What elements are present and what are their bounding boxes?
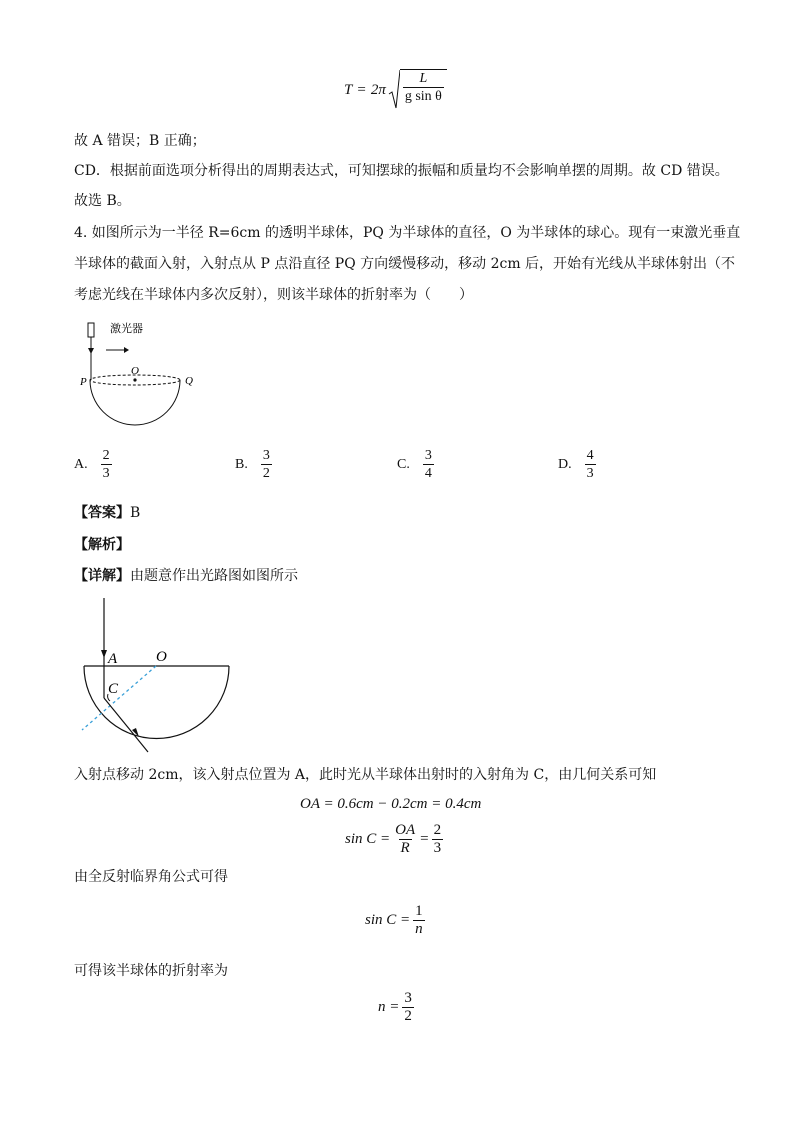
explain-line-2: 由全反射临界角公式可得 xyxy=(74,869,228,885)
formula-den: g sin θ xyxy=(404,89,442,104)
eq-sinc: sin C = $\frac{OA}{R}$ = $\frac{2}{3}$ xyxy=(345,822,442,856)
choice-c[interactable]: C. $\frac{3}{4}$ xyxy=(397,448,432,481)
eq-critical: sin C = $\frac{1}{n}$ xyxy=(365,903,423,937)
answer-value: B xyxy=(130,505,141,521)
question-4-line-a: 4. 如图所示为一半径 R=6cm 的透明半球体，PQ 为半球体的直径，O 为半球体的球心。现有一束激光垂直 xyxy=(74,225,741,241)
question-4-line-b: 半球体的截面入射，入射点从 P 点沿直径 PQ 方向缓慢移动，移动 2cm 后，开始有光线从半球体射出（不 xyxy=(74,256,736,272)
eq-oa: OA = 0.6cm − 0.2cm = 0.4cm xyxy=(300,796,482,812)
explain-line-3: 可得该半球体的折射率为 xyxy=(74,963,228,979)
question-4-line-c: 考虑光线在半球体内多次反射），则该半球体的折射率为（ ） xyxy=(74,287,473,303)
point-c-label: C xyxy=(108,681,119,697)
point-o-label: O xyxy=(131,365,139,377)
detail-text: 由题意作出光路图如图所示 xyxy=(130,568,298,584)
sqrt-icon xyxy=(388,68,400,112)
period-formula xyxy=(344,68,447,112)
text-line-1: 故 A 错误；B 正确； xyxy=(74,133,206,149)
formula-num: L xyxy=(419,71,428,86)
detail-tag: 【详解】 xyxy=(74,568,130,584)
text-line-3: 故选 B。 xyxy=(74,193,131,209)
formula-coef: 2π xyxy=(370,81,386,98)
choice-d[interactable]: D. $\frac{4}{3}$ xyxy=(558,448,594,481)
laser-label: 激光器 xyxy=(110,323,143,335)
point-p-label: P xyxy=(80,376,87,388)
choice-a[interactable]: A. $\frac{2}{3}$ xyxy=(74,448,110,481)
formula-lhs: T xyxy=(344,81,353,98)
analysis-tag: 【解析】 xyxy=(74,537,130,553)
point-q-label: Q xyxy=(185,375,193,387)
detail-line xyxy=(74,566,298,586)
point-a-label: A xyxy=(108,651,118,667)
formula-eq: = xyxy=(357,81,366,98)
laser-device-icon xyxy=(88,323,94,337)
normal-line xyxy=(82,666,156,730)
figure-laser-hemisphere xyxy=(74,318,224,430)
text-line-2: CD．根据前面选项分析得出的周期表达式，可知摆球的振幅和质量均不会影响单摆的周期。故 CD 错误。 xyxy=(74,163,729,179)
answer-tag: 【答案】 xyxy=(74,505,130,521)
point-o-label-2: O xyxy=(156,649,167,665)
answer-line xyxy=(74,503,140,523)
figure-light-path xyxy=(74,594,244,756)
eq-n: n = $\frac{3}{2}$ xyxy=(378,990,412,1024)
choice-b[interactable]: B. $\frac{3}{2}$ xyxy=(235,448,270,481)
explain-line-1: 入射点移动 2cm，该入射点位置为 A，此时光从半球体出射时的入射角为 C，由几何关系可知 xyxy=(74,767,657,783)
